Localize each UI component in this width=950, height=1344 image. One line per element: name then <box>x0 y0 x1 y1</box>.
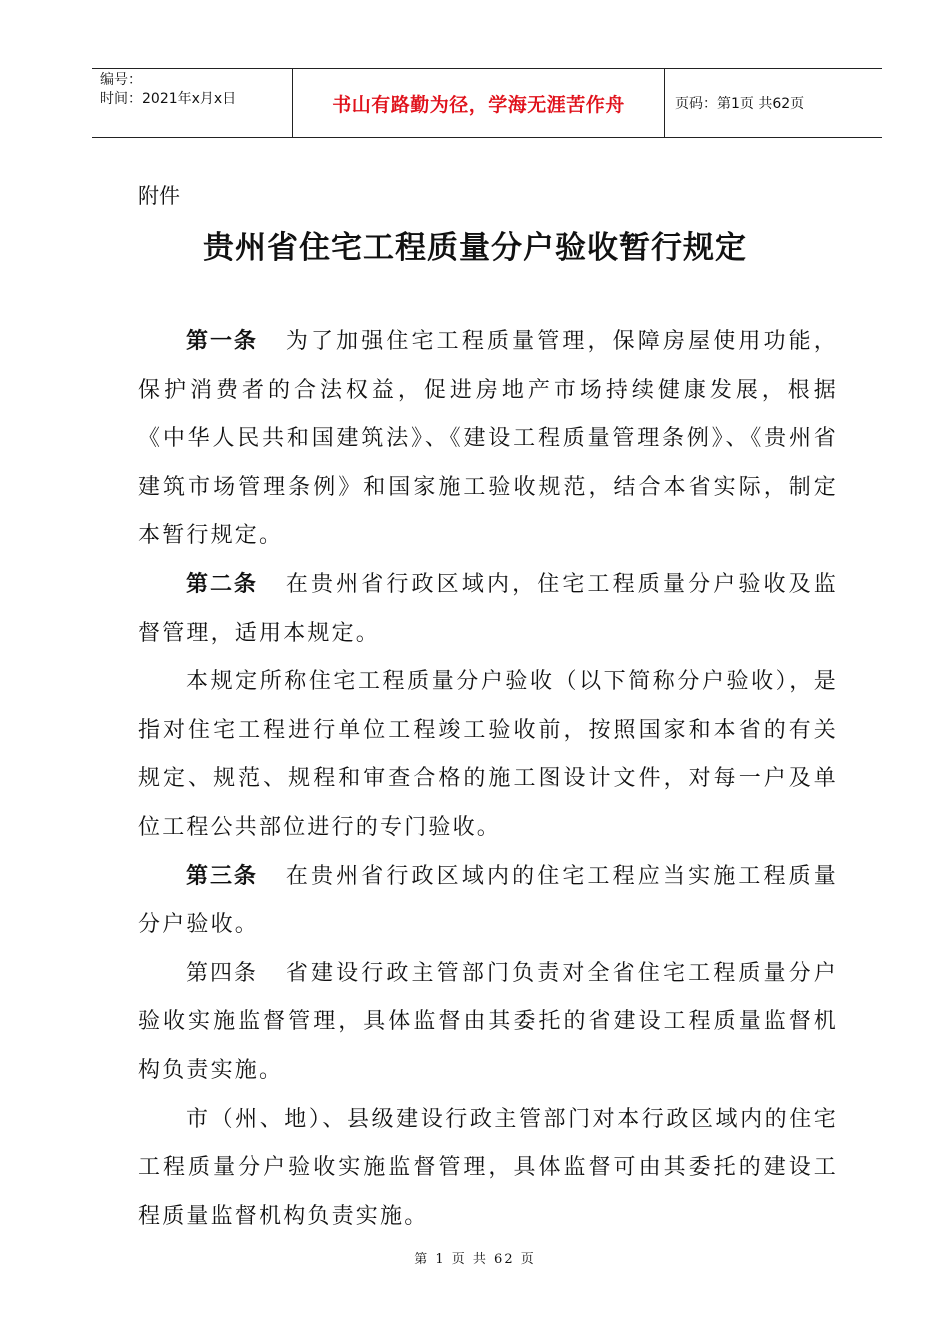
page-footer: 第 1 页 共 62 页 <box>414 1252 536 1267</box>
paragraph <box>138 950 838 1096</box>
paragraph-text: 在贵州省行政区域内，住宅工程质量分户验收及监督管理，适用本规定。 <box>138 571 838 646</box>
header-motto: 书山有路勤为径，学海无涯苦作舟 <box>332 93 625 116</box>
paragraph-text: 在贵州省行政区域内的住宅工程应当实施工程质量分户验收。 <box>138 863 838 938</box>
paragraph-text: 省建设行政主管部门负责对全省住宅工程质量分户验收实施监督管理，具体监督由其委托的省建设工程质量监督机构负责实施。 <box>138 960 838 1083</box>
header-meta <box>92 69 292 137</box>
paragraph-text: 为了加强住宅工程质量管理，保障房屋使用功能，保护消费者的合法权益，促进房地产市场持续健康发展，根据《中华人民共和国建筑法》、《建设工程质量管理条例》、《贵州省建筑市场管理条例》和国家施工验收规范，结合本省实际，制定本暂行规定。 <box>138 329 838 549</box>
document-number: 编号： <box>100 72 142 88</box>
paragraph <box>138 1096 838 1242</box>
paragraph <box>138 853 838 950</box>
attachment-label: 附件 <box>138 184 180 208</box>
header-page-info: 页码：第1页 共62页 <box>675 96 805 112</box>
paragraph-text: 本规定所称住宅工程质量分户验收（以下简称分户验收），是指对住宅工程进行单位工程竣工验收前，按照国家和本省的有关规定、规范、规程和审查合格的施工图设计文件，对每一户及单位工程公共部位进行的专门验收。 <box>138 669 838 840</box>
document-title: 贵州省住宅工程质量分户验收暂行规定 <box>203 230 747 266</box>
page-header <box>92 68 882 138</box>
document-body <box>138 318 838 1241</box>
paragraph <box>138 561 838 658</box>
header-page-cell <box>665 69 882 137</box>
article-heading: 第一条 <box>186 329 258 354</box>
paragraph <box>138 658 838 852</box>
header-motto-cell <box>292 69 665 137</box>
paragraph <box>138 318 838 561</box>
article-heading: 第三条 <box>186 863 258 889</box>
article-heading: 第二条 <box>186 571 258 597</box>
paragraph-text: 市（州、地）、县级建设行政主管部门对本行政区域内的住宅工程质量分户验收实施监督管理，具体监督可由其委托的建设工程质量监督机构负责实施。 <box>138 1106 838 1229</box>
document-time: 时间：2021年x月x日 <box>100 91 237 107</box>
article-heading: 第四条 <box>186 960 258 986</box>
